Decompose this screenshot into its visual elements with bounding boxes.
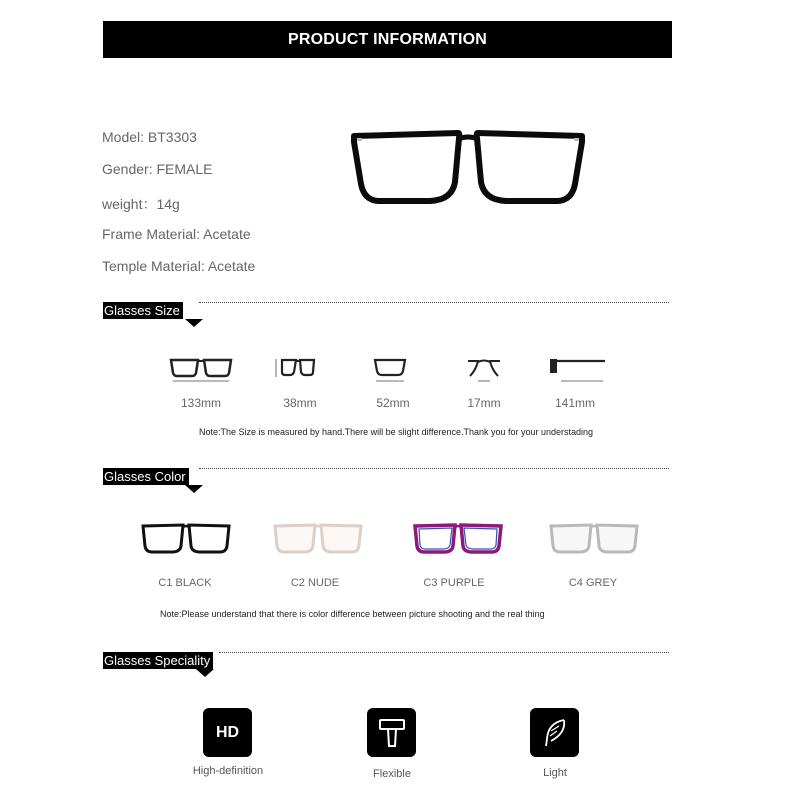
dimension-frame-width: 133mm — [180, 396, 221, 410]
section-title-arrow — [185, 485, 203, 493]
spec-model: Model: BT3303 — [102, 129, 197, 145]
spec-gender: Gender: FEMALE — [102, 161, 213, 177]
dimension-temple-length: 141mm — [554, 396, 595, 410]
dimension-lens-width: 52mm — [376, 396, 410, 410]
section-divider — [199, 302, 669, 303]
feature-label-light: Light — [543, 767, 567, 779]
section-title-speciality: Glasses Speciality — [103, 652, 213, 669]
temple-length-icon — [547, 356, 607, 384]
frame-width-icon — [168, 356, 234, 384]
section-title-arrow — [185, 319, 203, 327]
spec-weight: weight：14g — [102, 196, 180, 212]
bridge-width-icon — [466, 356, 502, 384]
color-label-grey: C4 GREY — [568, 577, 618, 589]
section-divider — [199, 468, 669, 469]
section-divider — [219, 652, 669, 653]
color-label-purple: C3 PURPLE — [423, 577, 485, 589]
dimension-lens-height: 38mm — [283, 396, 317, 410]
glasses-black — [140, 520, 232, 556]
glasses-nude — [272, 520, 364, 556]
page-title: PRODUCT INFORMATION — [103, 21, 672, 58]
color-label-nude: C2 NUDE — [290, 577, 340, 589]
color-label-black: C1 BLACK — [158, 577, 212, 589]
lens-height-icon — [272, 356, 318, 380]
lens-width-icon — [372, 356, 408, 384]
hammer-icon — [367, 708, 416, 757]
dimension-bridge-width: 17mm — [467, 396, 501, 410]
hd-icon: HD — [203, 708, 252, 757]
section-title-size: Glasses Size — [103, 302, 183, 319]
glasses-grey — [548, 520, 640, 556]
color-note: Note:Please understand that there is color difference between picture shooting and the real thing — [160, 609, 545, 619]
feature-label-hd: High-definition — [192, 765, 264, 777]
product-glasses-image — [350, 124, 586, 204]
feather-icon — [530, 708, 579, 757]
feature-label-flexible: Flexible — [373, 768, 411, 780]
section-title-color: Glasses Color — [103, 468, 189, 485]
section-title-arrow — [196, 669, 214, 677]
spec-frame-material: Frame Material: Acetate — [102, 226, 251, 242]
glasses-purple — [412, 520, 504, 556]
size-note: Note:The Size is measured by hand.There will be slight difference.Thank you for your understading — [199, 427, 594, 437]
spec-temple-material: Temple Material: Acetate — [102, 258, 256, 274]
